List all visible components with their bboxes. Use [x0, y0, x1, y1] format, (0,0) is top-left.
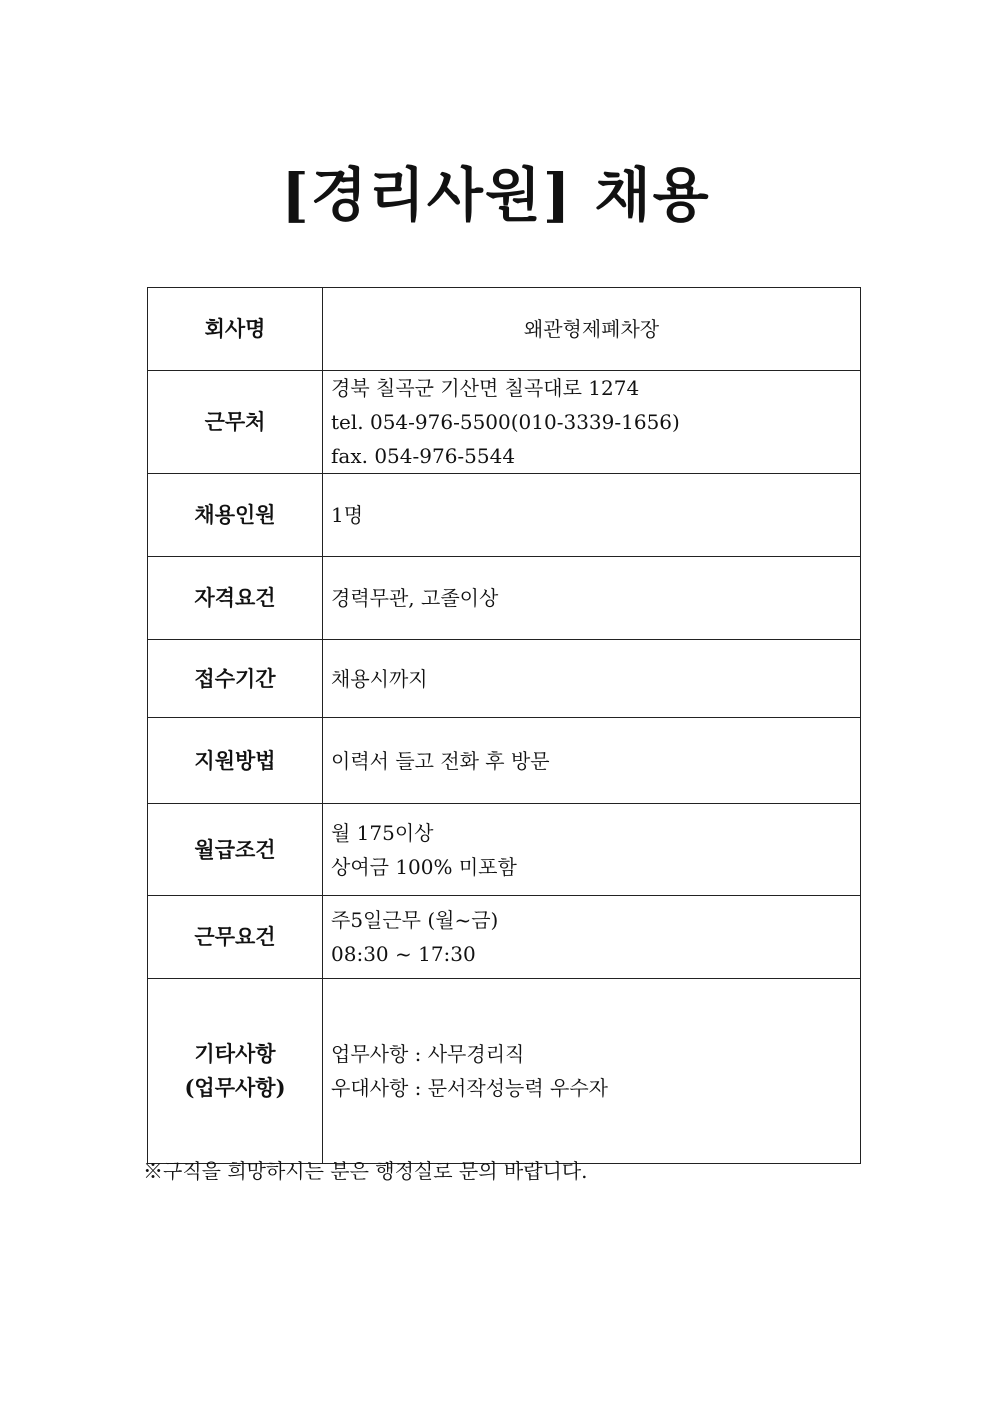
label-working-conditions: 근무요건	[148, 896, 323, 979]
value-workplace	[323, 371, 861, 474]
job-posting-table	[147, 287, 861, 1164]
label-application-method: 지원방법	[148, 718, 323, 804]
table-row-other-notes	[148, 979, 861, 1164]
table-row-salary	[148, 804, 861, 896]
table-row-workplace	[148, 371, 861, 474]
label-headcount: 채용인원	[148, 474, 323, 557]
workplace-tel: tel. 054-976-5500(010-3339-1656)	[331, 410, 680, 434]
application-period-text: 채용시까지	[331, 666, 428, 691]
other-notes-label-line-2: (업무사항)	[184, 1075, 286, 1100]
headcount-text: 1명	[331, 503, 364, 527]
label-salary: 월급조건	[148, 804, 323, 896]
label-company: 회사명	[148, 288, 323, 371]
label-other-notes	[148, 979, 323, 1164]
preferred-text: 우대사항 : 문서작성능력 우수자	[331, 1076, 608, 1100]
working-hours: 08:30 ~ 17:30	[331, 942, 476, 966]
label-qualifications: 자격요건	[148, 557, 323, 640]
table-row-application-method	[148, 718, 861, 804]
value-other-notes	[323, 979, 861, 1164]
table-row-application-period	[148, 640, 861, 718]
value-working-conditions	[323, 896, 861, 979]
table-row-headcount	[148, 474, 861, 557]
working-days: 주5일근무 (월~금)	[331, 908, 499, 932]
footnote: ※구직을 희망하시는 분은 행정실로 문의 바랍니다.	[143, 1159, 588, 1183]
application-method-text: 이력서 들고 전화 후 방문	[331, 748, 550, 773]
value-application-period	[323, 640, 861, 718]
duties-text: 업무사항 : 사무경리직	[331, 1042, 525, 1066]
workplace-fax: fax. 054-976-5544	[331, 444, 516, 468]
salary-line-1: 월 175이상	[331, 820, 434, 845]
table-row-company	[148, 288, 861, 371]
page-title: [경리사원] 채용	[281, 161, 711, 229]
label-application-period: 접수기간	[148, 640, 323, 718]
salary-line-2: 상여금 100% 미포함	[331, 854, 517, 879]
table-row-working-conditions	[148, 896, 861, 979]
qualifications-text: 경력무관, 고졸이상	[331, 586, 499, 610]
label-workplace: 근무처	[148, 371, 323, 474]
value-company	[323, 288, 861, 371]
value-qualifications	[323, 557, 861, 640]
table-row-qualifications	[148, 557, 861, 640]
company-name: 왜관형제폐차장	[523, 317, 660, 341]
workplace-address: 경북 칠곡군 기산면 칠곡대로 1274	[331, 376, 640, 400]
value-application-method	[323, 718, 861, 804]
other-notes-label-line-1: 기타사항	[194, 1041, 276, 1066]
value-headcount	[323, 474, 861, 557]
value-salary	[323, 804, 861, 896]
